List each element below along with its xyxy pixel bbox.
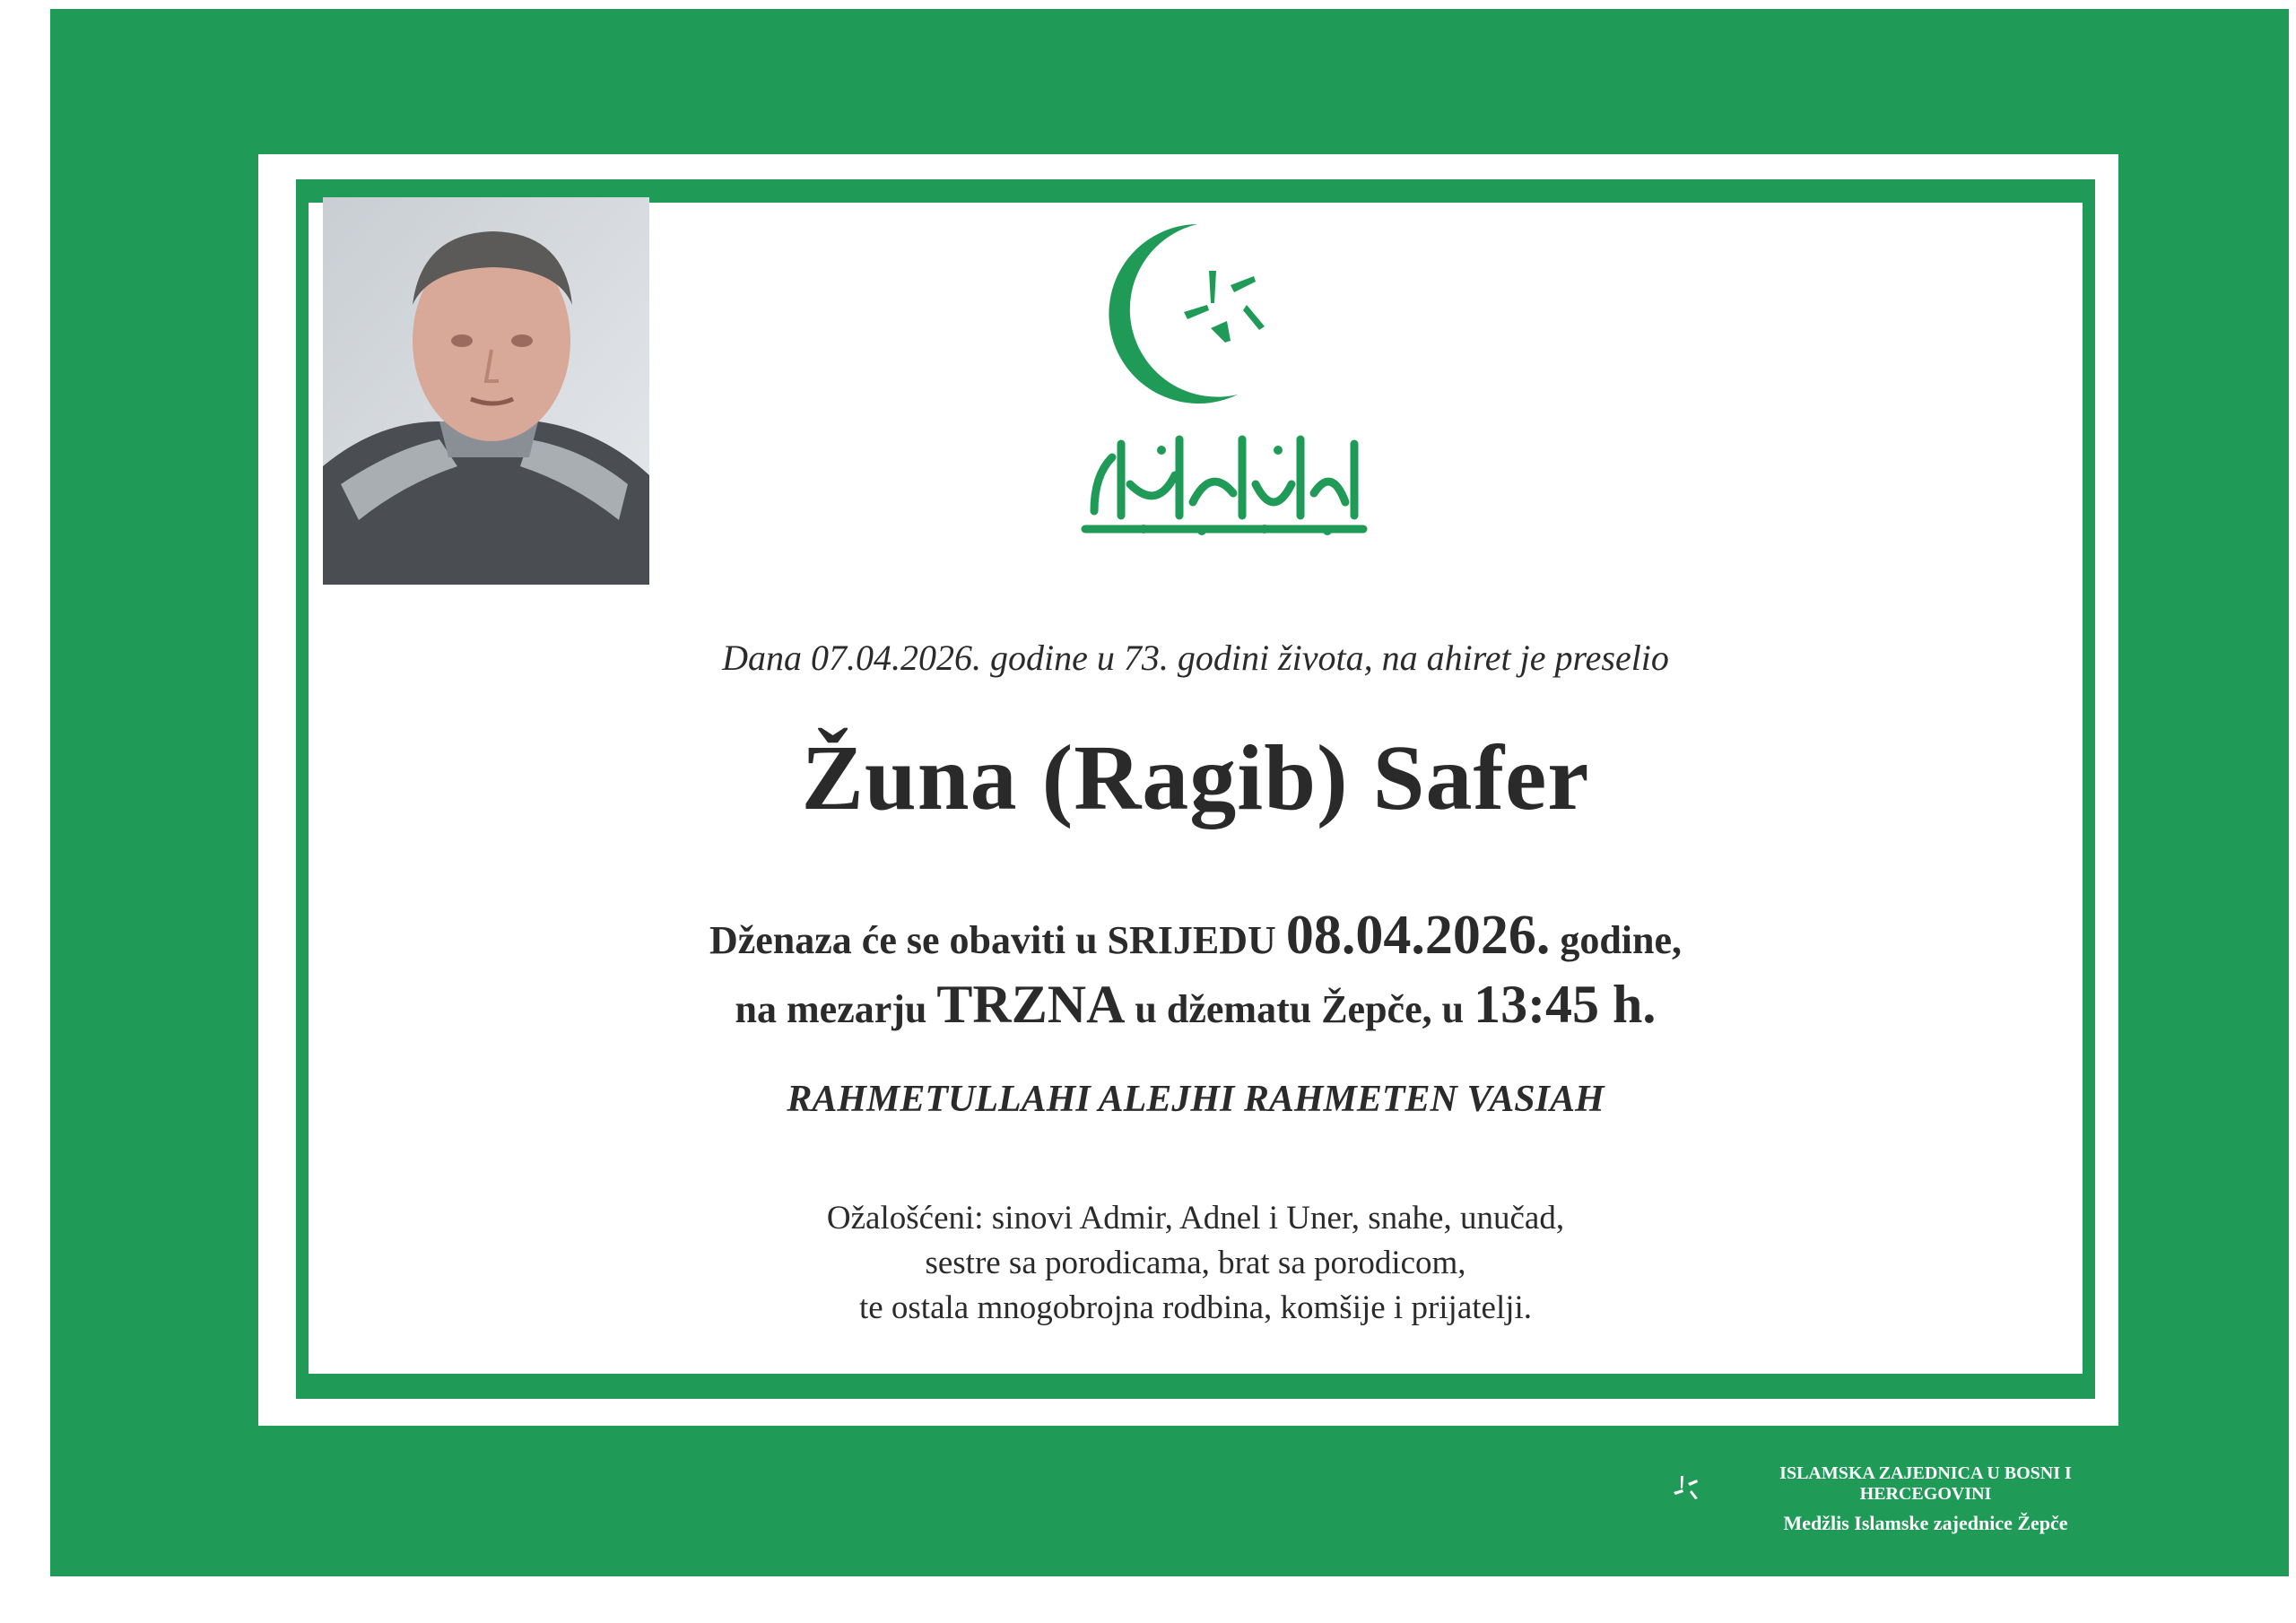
funeral-line-1-suffix: godine, [1550,918,1683,962]
cemetery-name: TRZNA [936,975,1126,1034]
intro-text: Dana 07.04.2026. godine u 73. godini života, na ahiret je preselio [722,638,1669,678]
crescent-icon [1109,224,1238,404]
portrait-icon [323,197,649,585]
mourners-line: sestre sa porodicama, brat sa porodicom, [925,1245,1466,1281]
star-icon [1184,271,1265,343]
crescent-star-icon [1641,1456,1713,1528]
funeral-line-1 [309,904,2083,968]
council-name: Medžlis Islamske zajednice Žepče [1783,1512,2068,1534]
organization-footer [1641,1456,2144,1537]
funeral-date: 08.04.2026. [1285,905,1551,966]
funeral-line-2-middle: u džematu Žepče, u [1125,987,1474,1031]
mourners-line: te ostala mnogobrojna rodbina, komšije i prijatelji. [858,1289,1533,1326]
deceased-name: Žuna (Ragib) Safer [801,726,1590,829]
mourners-line: Ožalošćeni: sinovi Admir, Adnel i Uner, snahe, unučad, [826,1200,1565,1237]
mourners-text [309,1196,2083,1331]
portrait-photo [323,197,649,585]
organization-name: ISLAMSKA ZAJEDNICA U BOSNI I HERCEGOVINI [1779,1463,2072,1504]
prayer-text: RAHMETULLAHI ALEJHI RAHMETEN VASIAH [787,1079,1605,1120]
funeral-line-2 [309,974,2083,1036]
arabic-calligraphy-icon [1085,439,1363,529]
funeral-line-1-prefix: Dženaza će se obaviti u SRIJEDU [709,918,1286,962]
crescent-star-calligraphy-emblem [1076,215,1381,547]
funeral-line-2-prefix: na mezarju [735,987,937,1031]
funeral-time: 13:45 h. [1474,975,1657,1034]
